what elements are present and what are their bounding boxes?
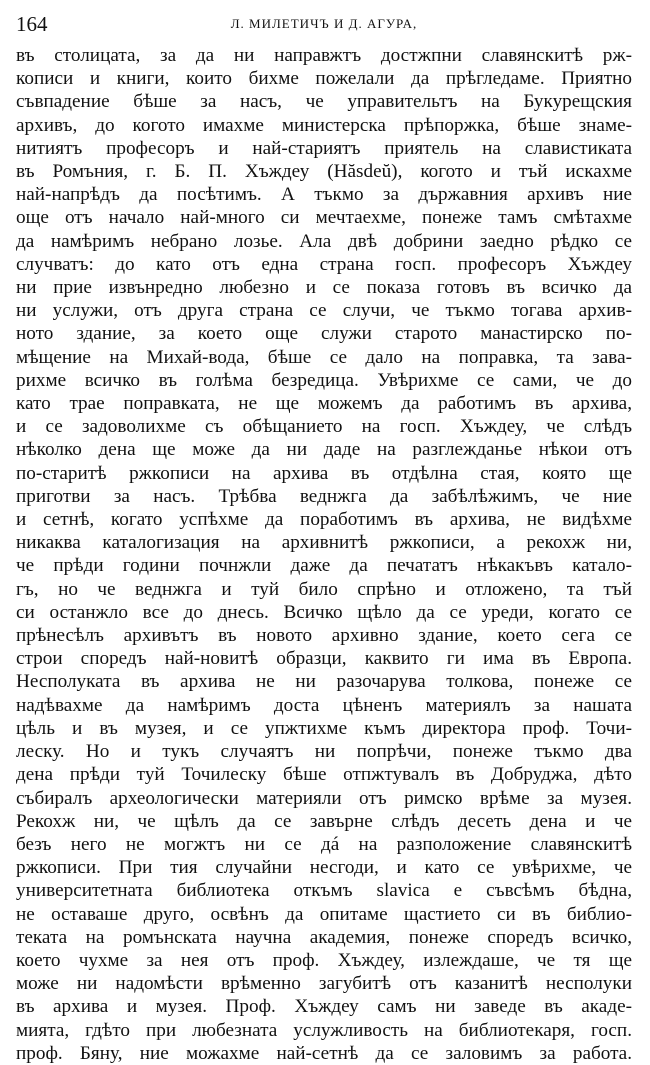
text-line: строи споредъ най-новитѣ образци, каквито ги има въ Европа.	[16, 648, 632, 670]
body-text	[16, 44, 632, 1065]
text-line: нитиятъ професоръ и най-стариятъ приятель на славистиката	[16, 137, 632, 159]
text-line: гъ, но че веднжга и туй било спрѣно и отложено, та тъй	[16, 578, 632, 600]
text-line: ни услужи, отъ друга страна се случи, че тъкмо тогава архив-	[16, 300, 632, 322]
text-line: архивъ, до когото имахме министерска прѣпоржка, бѣше знаме-	[16, 114, 632, 136]
text-line: и се задоволихме съ обѣщанието на госп. Хъждеу, че слѣдъ	[16, 416, 632, 438]
page-number: 164	[16, 12, 48, 36]
text-line: още отъ начало най-много си мечтаехме, понеже тамъ смѣтахме	[16, 207, 632, 229]
text-line: безъ него не могжтъ ни се дá на разположение славянскитѣ	[16, 833, 632, 855]
text-line: да намѣримъ небрано лозье. Ала двѣ добрини заедно рѣдко се	[16, 230, 632, 252]
text-line: университетната библиотека откъмъ slavica е съвсѣмъ бѣдна,	[16, 880, 632, 902]
text-line: събиралъ археологически материяли отъ римско врѣме за музея.	[16, 787, 632, 809]
text-line: което чухме за нея отъ проф. Хъждеу, излеждаше, че тя ще	[16, 949, 632, 971]
text-line: нѣколко дена ще може да ни даде на разглежданье нѣкои отъ	[16, 439, 632, 461]
text-line: най-напрѣдъ да посѣтимъ. А тъкмо за държавния архивъ ние	[16, 184, 632, 206]
text-line: приготви за насъ. Трѣбва веднжга да забѣлѣжимъ, че ние	[16, 485, 632, 507]
text-line: може ни надомѣсти врѣменно загубитѣ отъ казанитѣ несполуки	[16, 973, 632, 995]
text-line: надѣвахме да намѣримъ доста цѣненъ материялъ за нашата	[16, 694, 632, 716]
text-line: ни прие извънредно любезно и се показа готовъ въ всичко да	[16, 277, 632, 299]
text-line: теката на ромънската научна академия, понеже споредъ всичко,	[16, 926, 632, 948]
text-line: мията, гдѣто при любезната услужливость на библиотекаря, госп.	[16, 1019, 632, 1041]
text-line: рихме всичко въ голѣма безредица. Увѣрихме се сами, че до	[16, 369, 632, 391]
text-line: мѣщение на Михай-вода, бѣше се дало на поправка, та зава-	[16, 346, 632, 368]
text-line: леску. Но и тукъ случаятъ ни попрѣчи, понеже тъкмо два	[16, 741, 632, 763]
text-line: Рекохж ни, че щѣлъ да се завърне слѣдъ десеть дена и че	[16, 810, 632, 832]
text-line: ржкописи. При тия случайни несгоди, и като се увѣрихме, че	[16, 857, 632, 879]
running-title: Л. МИЛЕТИЧЪ И Д. АГУРА,	[230, 16, 418, 31]
text-line: дена прѣди туй Точилеску бѣше отпжтувалъ въ Добруджа, дѣто	[16, 764, 632, 786]
text-line: въ архива и музея. Проф. Хъждеу самъ ни заведе въ акаде-	[16, 996, 632, 1018]
text-line: никаква каталогизация на архивнитѣ ржкописи, а рекохж ни,	[16, 532, 632, 554]
text-line: случватъ: до като отъ една страна госп. професоръ Хъждеу	[16, 253, 632, 275]
text-line: въ столицата, за да ни направжтъ достжпни славянскитѣ рж-	[16, 45, 632, 66]
text-line: съвпадение бѣше за насъ, че управительтъ на Букурещския	[16, 91, 632, 113]
text-line: въ Ромъния, г. Б. П. Хъждеу (Hăsdeŭ), когото и тъй искахме	[16, 161, 632, 183]
text-line: кописи и книги, които бихме пожелали да прѣгледаме. Приятно	[16, 68, 632, 90]
text-line: не оставаше друго, освѣнъ да опитаме щастието си въ библио-	[16, 903, 632, 925]
running-head	[16, 10, 632, 38]
text-line: проф. Бяну, ние можахме най-сетнѣ да се заловимъ за работа.	[16, 1042, 632, 1064]
text-line: като трае поправката, не ще можемъ да работимъ въ архива,	[16, 393, 632, 415]
text-line: и сетнѣ, когато успѣхме да поработимъ въ архива, не видѣхме	[16, 509, 632, 531]
text-line: прѣнесѣлъ архивътъ въ новото архивно здание, което сега се	[16, 625, 632, 647]
text-line: по-старитѣ ржкописи на архива въ отдѣлна стая, която ще	[16, 462, 632, 484]
text-line: цѣль и въ музея, и се упжтихме къмъ директора проф. Точи-	[16, 717, 632, 739]
text-line: че прѣди години почнжли даже да печататъ нѣкакъвъ катало-	[16, 555, 632, 577]
text-line: Несполуката въ архива не ни разочарува толкова, понеже се	[16, 671, 632, 693]
text-line: ното здание, за което още служи старото манастирско по-	[16, 323, 632, 345]
text-line: си останжло все до днесь. Всичко щѣло да се уреди, когато се	[16, 601, 632, 623]
